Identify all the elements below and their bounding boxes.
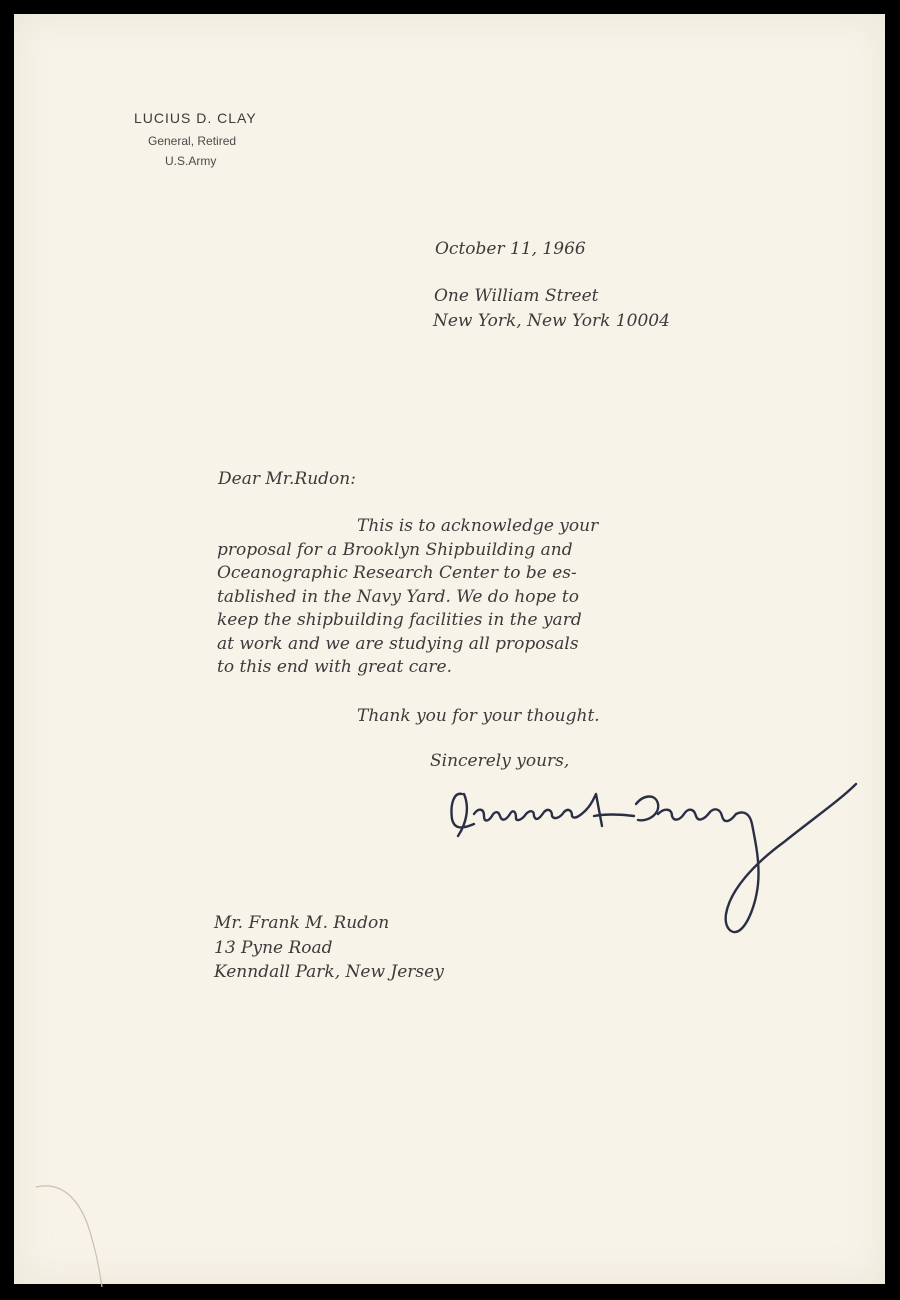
- paper-crease-mark: [32, 1179, 112, 1289]
- letter-date: October 11, 1966: [435, 239, 586, 259]
- body-line: keep the shipbuilding facilities in the yard: [217, 610, 582, 630]
- letterhead-title: General, Retired: [148, 134, 237, 148]
- valediction: Sincerely yours,: [430, 751, 570, 771]
- letterhead-name: LUCIUS D. CLAY: [134, 110, 257, 126]
- body-line: Oceanographic Research Center to be es-: [217, 563, 577, 583]
- recipient-street: 13 Pyne Road: [214, 938, 333, 958]
- body-line: to this end with great care.: [217, 657, 452, 677]
- sender-address-line-1: One William Street: [434, 286, 599, 306]
- sender-address-line-2: New York, New York 10004: [433, 311, 670, 331]
- letterhead-organization: U.S.Army: [165, 154, 217, 168]
- body-line: This is to acknowledge your: [357, 516, 599, 536]
- recipient-name: Mr. Frank M. Rudon: [214, 913, 390, 933]
- body-line: at work and we are studying all proposals: [217, 634, 579, 654]
- body-line: proposal for a Brooklyn Shipbuilding and: [217, 540, 573, 560]
- handwritten-signature: [444, 764, 864, 944]
- letterhead: [14, 14, 314, 184]
- closing-line: Thank you for your thought.: [357, 706, 600, 726]
- salutation: Dear Mr.Rudon:: [218, 469, 356, 489]
- recipient-city: Kenndall Park, New Jersey: [214, 962, 444, 982]
- letter-sheet: [14, 14, 885, 1284]
- body-line: tablished in the Navy Yard. We do hope to: [217, 587, 579, 607]
